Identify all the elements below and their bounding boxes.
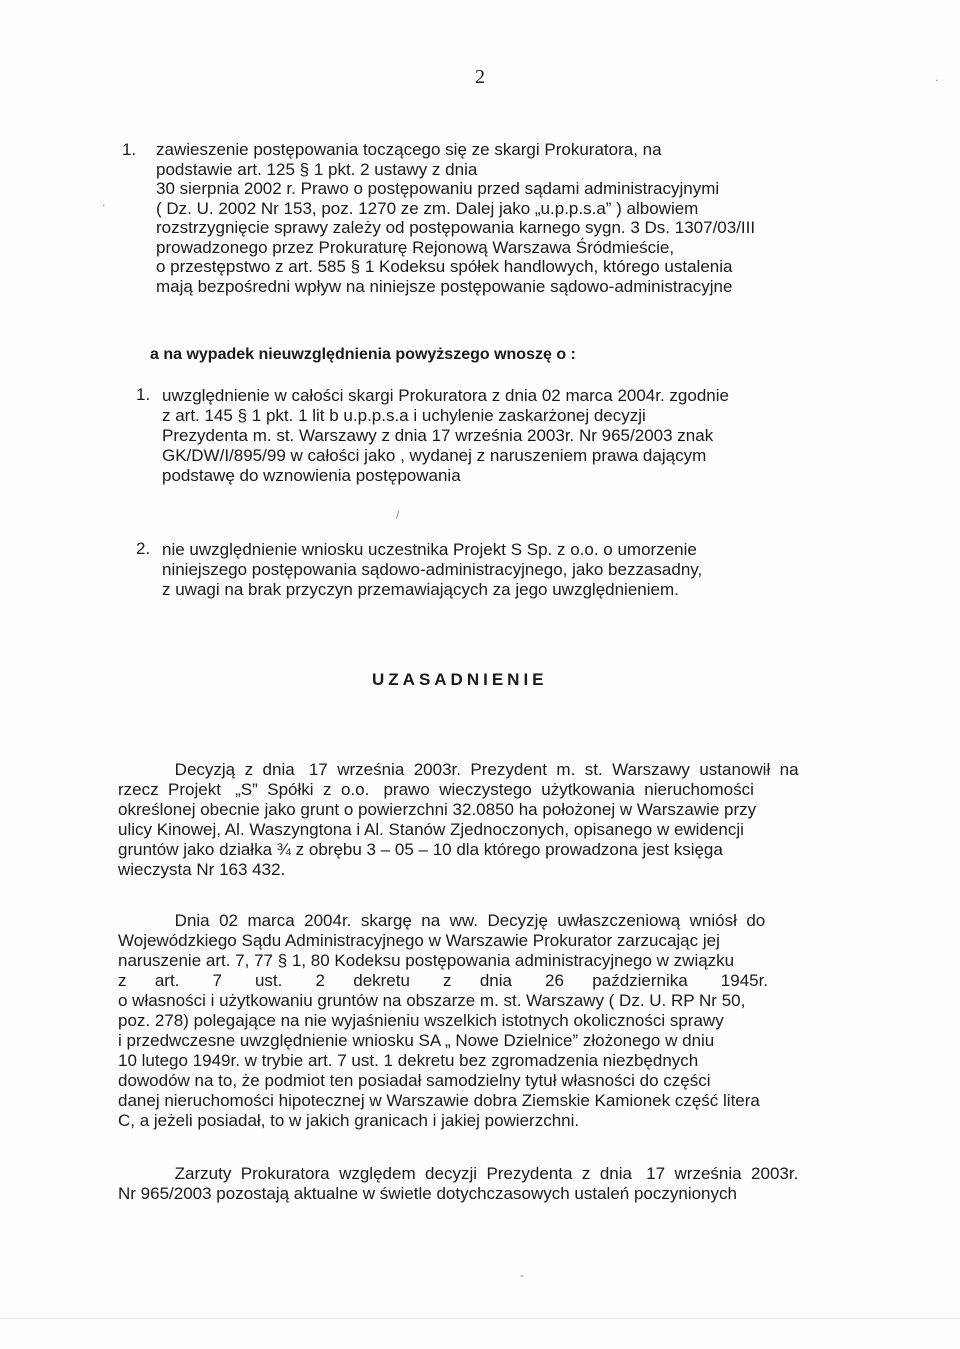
- paragraph-line: Decyzją z dnia 17 września 2003r. Prezydent m. st. Warszawy ustanowił na: [118, 760, 799, 779]
- alt-item-1-line: uwzględnienie w całości skargi Prokuratora z dnia 02 marca 2004r. zgodnie: [162, 386, 729, 405]
- alt-item-1-line: GK/DW/I/895/99 w całości jako , wydanej z naruszeniem prawa dającym: [162, 446, 707, 465]
- paragraph-line: poz. 278) polegające na nie wyjaśnieniu wszelkich istotnych okoliczności sprawy: [118, 1011, 724, 1030]
- item-1-line: podstawie art. 125 § 1 pkt. 2 ustawy z dnia: [156, 159, 478, 179]
- alt-item-1-line: Prezydenta m. st. Warszawy z dnia 17 września 2003r. Nr 965/2003 znak: [162, 426, 714, 445]
- section-title: UZASADNIENIE: [372, 670, 548, 689]
- paragraph-line: określonej obecnie jako grunt o powierzchni 32.0850 ha położonej w Warszawie przy: [118, 800, 757, 819]
- paragraph-line: naruszenie art. 7, 77 § 1, 80 Kodeksu postępowania administracyjnego w związku: [118, 951, 735, 970]
- paragraph-line: Zarzuty Prokuratora względem decyzji Prezydenta z dnia 17 września 2003r.: [118, 1164, 799, 1183]
- paragraph: [118, 911, 824, 1131]
- scan-mark: .: [935, 70, 939, 84]
- page-number: 2: [475, 66, 485, 88]
- alt-item-1-text: [162, 386, 832, 486]
- paragraph-line: C, a jeżeli posiadał, to w jakich granicach i jakiej powierzchni.: [118, 1111, 580, 1130]
- scan-mark: -: [520, 1268, 524, 1282]
- paragraph-line: o własności i użytkowaniu gruntów na obszarze m. st. Warszawy ( Dz. U. RP Nr 50,: [118, 991, 746, 1010]
- paragraph-line: i przedwczesne uwzględnienie wniosku SA „ Nowe Dzielnice” złożonego w dniu: [118, 1031, 715, 1050]
- paragraph-line: danej nieruchomości hipotecznej w Warszawie dobra Ziemskie Kamionek część litera: [118, 1091, 760, 1110]
- item-1-line: rozstrzygnięcie sprawy zależy od postępowania karnego sygn. 3 Ds. 1307/03/III: [156, 218, 756, 237]
- alternative-request-heading: a na wypadek nieuwzględnienia powyższego wnoszę o :: [150, 346, 576, 363]
- paragraph-line: 10 lutego 1949r. w trybie art. 7 ust. 1 dekretu bez zgromadzenia niezbędnych: [118, 1051, 699, 1070]
- paragraph-line: z art. 7 ust. 2 dekretu z dnia 26 października 1945r.: [118, 971, 769, 990]
- scan-mark: .: [102, 195, 106, 209]
- alt-item-1-line: podstawę do wznowienia postępowania: [162, 466, 461, 485]
- scan-edge: [0, 1318, 960, 1319]
- paragraph: [118, 1164, 824, 1204]
- item-1-line: mają bezpośredni wpływ na niniejsze postępowanie sądowo-administracyjne: [156, 276, 733, 296]
- paragraph-line: rzecz Projekt „S” Spółki z o.o. prawo wieczystego użytkowania nieruchomości: [118, 780, 754, 799]
- paragraph-line: Wojewódzkiego Sądu Administracyjnego w Warszawie Prokurator zarzucając jej: [118, 931, 720, 950]
- paragraph-line: Nr 965/2003 pozostają aktualne w świetle dotychczasowych ustaleń poczynionych: [118, 1184, 737, 1203]
- item-1-text: [156, 140, 836, 296]
- item-1-number: 1.: [122, 140, 137, 159]
- alt-item-2-line: nie uwzględnienie wniosku uczestnika Projekt S Sp. z o.o. o umorzenie: [162, 540, 697, 559]
- paragraph-line: Dnia 02 marca 2004r. skargę na ww. Decyzję uwłaszczeniową wniósł do: [118, 911, 766, 930]
- paragraph: [118, 760, 824, 880]
- alt-item-2-number: 2.: [136, 539, 151, 558]
- item-1-line: o przestępstwo z art. 585 § 1 Kodeksu spółek handlowych, którego ustalenia: [156, 257, 733, 276]
- paragraph-line: wieczysta Nr 163 432.: [118, 860, 286, 879]
- scan-mark: /: [396, 508, 400, 522]
- paragraph-line: gruntów jako działka ¾ z obrębu 3 – 05 – 10 dla którego prowadzona jest księga: [118, 840, 723, 859]
- paragraph-line: ulicy Kinowej, Al. Waszyngtona i Al. Stanów Zjednoczonych, opisanego w ewidencji: [118, 820, 744, 839]
- alt-item-2-line: z uwagi na brak przyczyn przemawiających za jego uwzględnieniem.: [162, 580, 679, 599]
- item-1-line: prowadzonego przez Prokuraturę Rejonową Warszawa Śródmieście,: [156, 237, 675, 257]
- paragraph-line: dowodów na to, że podmiot ten posiadał samodzielny tytuł własności do części: [118, 1071, 711, 1090]
- item-1-line: zawieszenie postępowania toczącego się ze skargi Prokuratora, na: [156, 140, 662, 159]
- item-1-line: 30 sierpnia 2002 r. Prawo o postępowaniu przed sądami administracyjnymi: [156, 179, 720, 198]
- alt-item-2-text: [162, 540, 832, 600]
- alt-item-1-number: 1.: [136, 385, 151, 404]
- alt-item-2-line: niniejszego postępowania sądowo-administracyjnego, jako bezzasadny,: [162, 560, 703, 579]
- alt-item-1-line: z art. 145 § 1 pkt. 1 lit b u.p.p.s.a i uchylenie zaskarżonej decyzji: [162, 406, 646, 425]
- item-1-line: ( Dz. U. 2002 Nr 153, poz. 1270 ze zm. Dalej jako „u.p.p.s.a” ) albowiem: [156, 198, 699, 218]
